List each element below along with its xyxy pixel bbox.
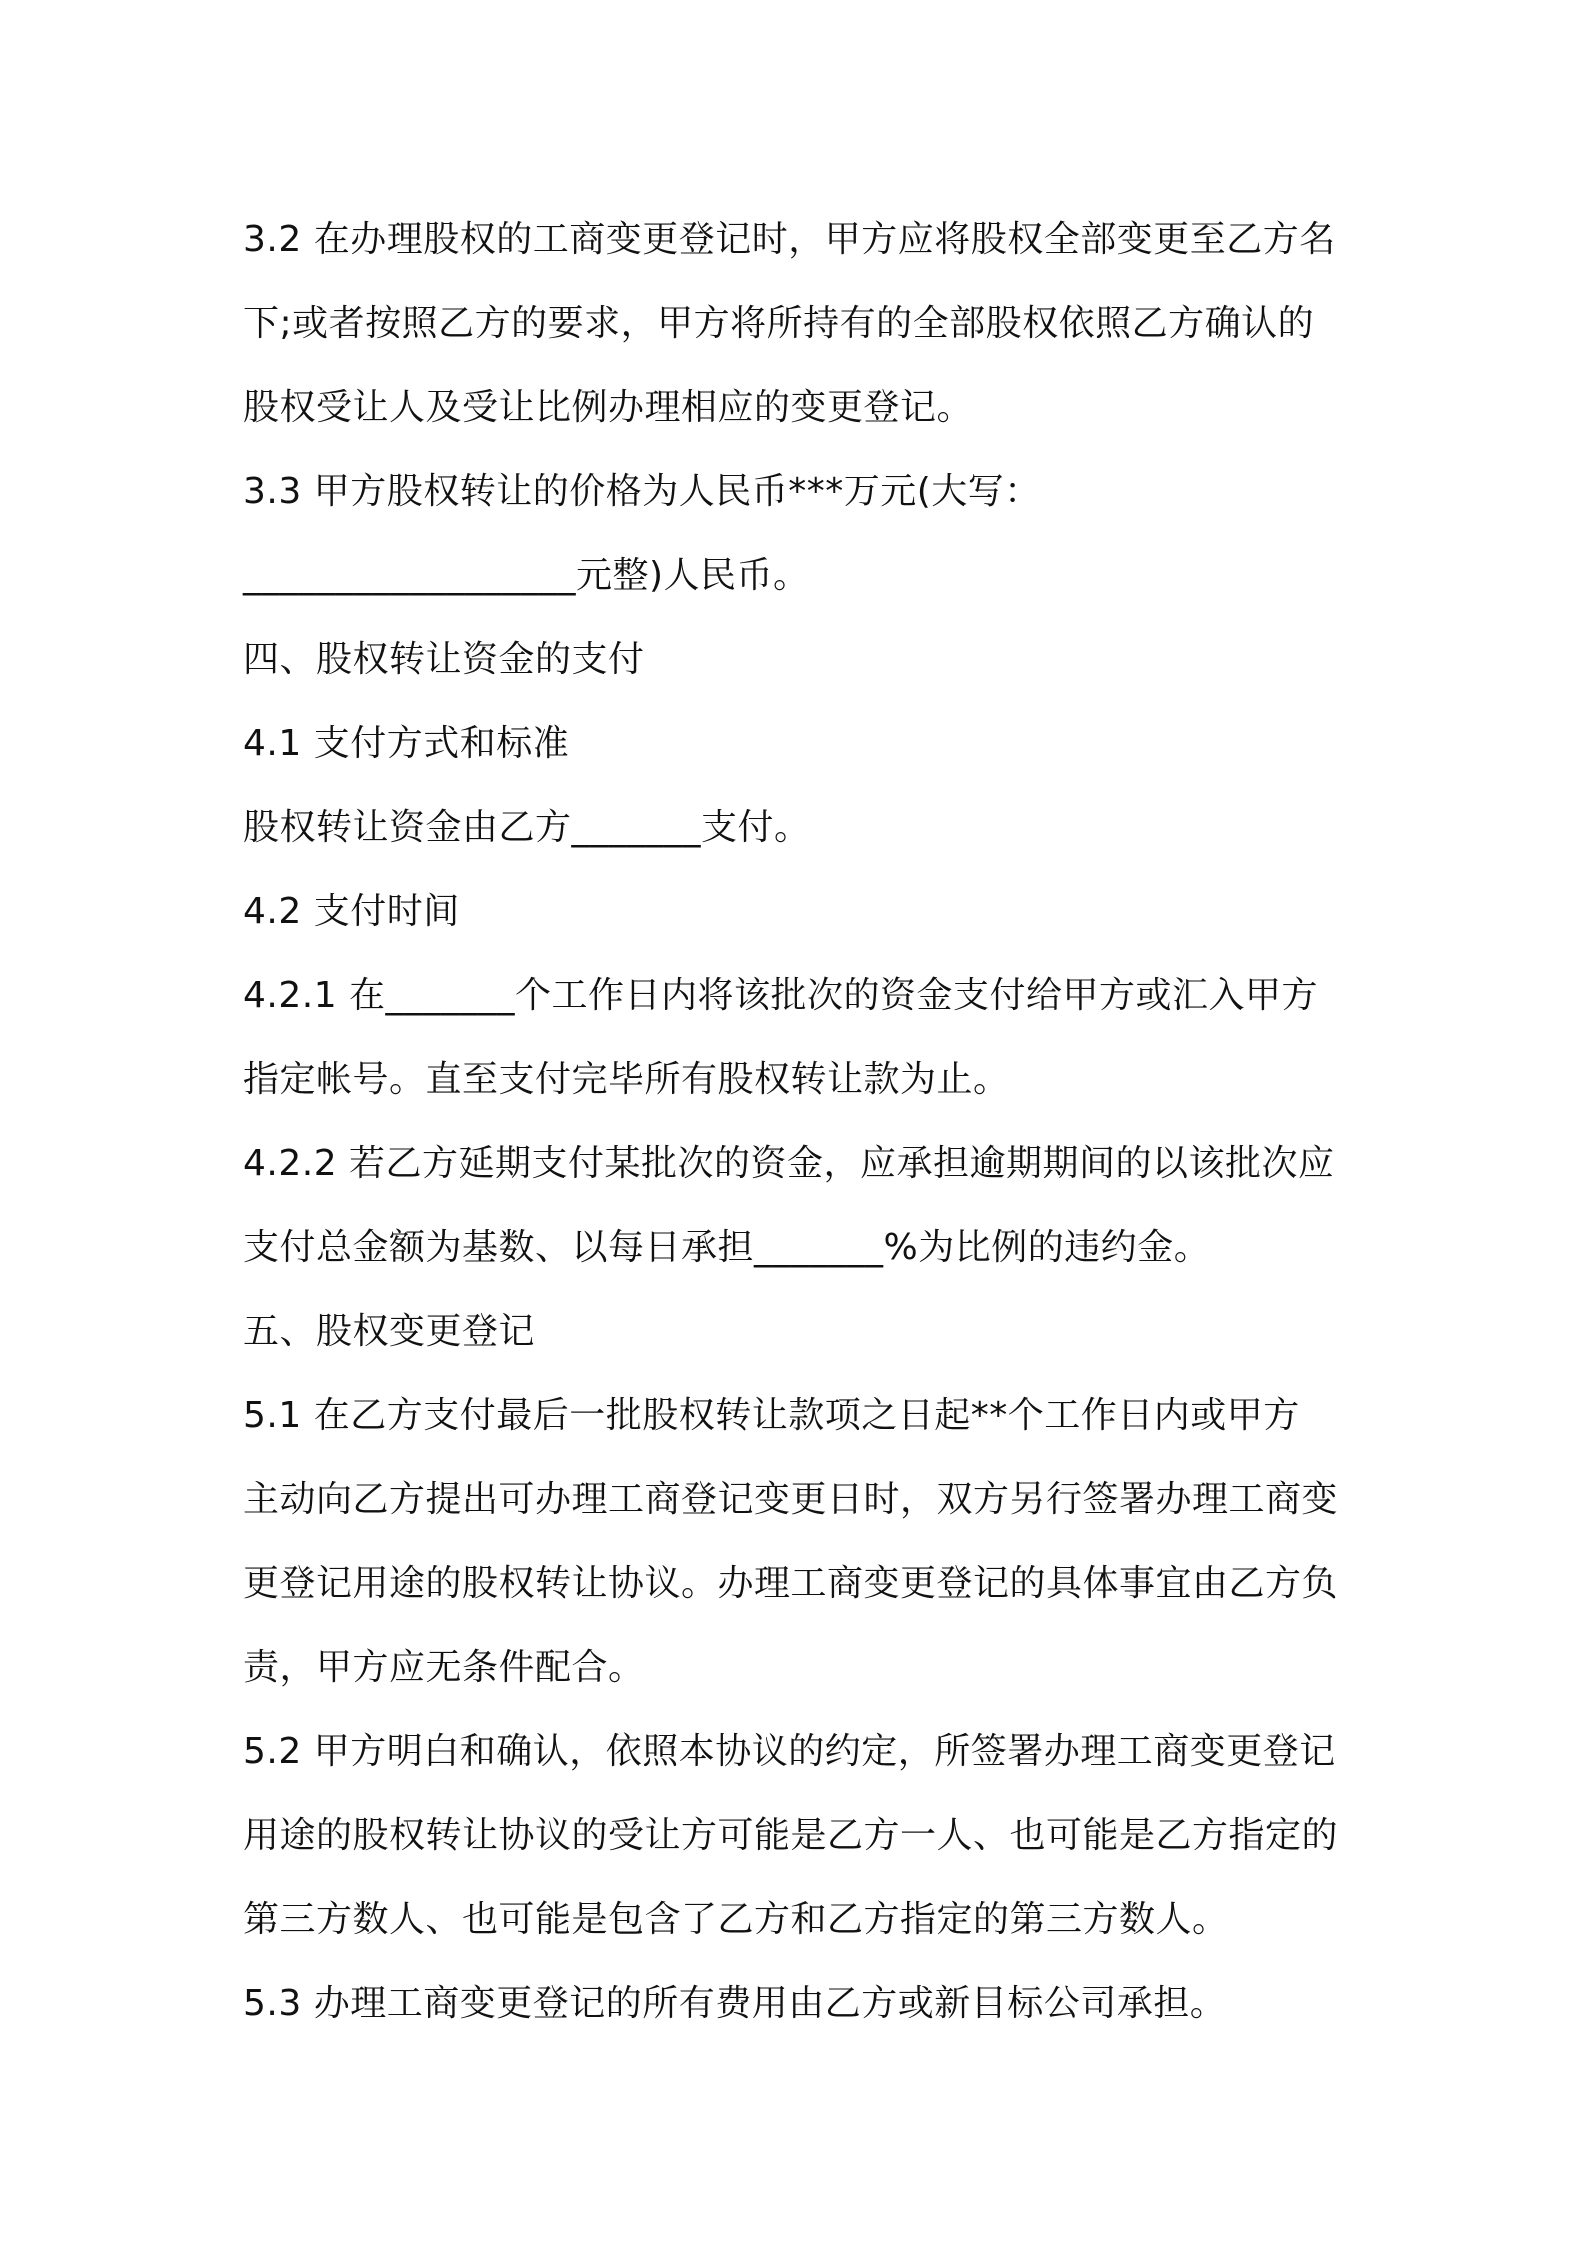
clause-5-2-line-3: 第三方数人、也可能是包含了乙方和乙方指定的第三方数人。 <box>243 1899 1229 1940</box>
document-body <box>243 198 1355 2046</box>
clause-3-3-line-1: 3.3 甲方股权转让的价格为人民币***万元(大写： <box>243 471 1041 512</box>
clause-4-2-1-line-2: 指定帐号。直至支付完毕所有股权转让款为止。 <box>243 1059 1010 1100</box>
clause-3-2-line-1: 3.2 在办理股权的工商变更登记时，甲方应将股权全部变更至乙方名 <box>243 219 1336 260</box>
clause-5-2-line-1: 5.2 甲方明白和确认，依照本协议的约定，所签署办理工商变更登记 <box>243 1731 1336 1772</box>
clause-3-2-line-3: 股权受让人及受让比例办理相应的变更登记。 <box>243 387 974 428</box>
clause-4-1-heading: 4.1 支付方式和标准 <box>243 723 570 764</box>
clause-5-1-line-3: 更登记用途的股权转让协议。办理工商变更登记的具体事宜由乙方负 <box>243 1563 1339 1604</box>
clause-4-1-text: 股权转让资金由乙方_______支付。 <box>243 807 811 848</box>
clause-3-3-line-2: __________________元整)人民币。 <box>243 555 810 596</box>
section-4-heading: 四、股权转让资金的支付 <box>243 639 645 680</box>
clause-5-1-line-2: 主动向乙方提出可办理工商登记变更日时，双方另行签署办理工商变 <box>243 1479 1339 1520</box>
clause-4-2-1-line-1: 4.2.1 在_______个工作日内将该批次的资金支付给甲方或汇入甲方 <box>243 975 1319 1016</box>
clause-4-2-heading: 4.2 支付时间 <box>243 891 460 932</box>
clause-4-2-2-line-2: 支付总金额为基数、以每日承担_______%为比例的违约金。 <box>243 1227 1211 1268</box>
clause-4-2-2-line-1: 4.2.2 若乙方延期支付某批次的资金，应承担逾期期间的以该批次应 <box>243 1143 1335 1184</box>
clause-5-3-line-1: 5.3 办理工商变更登记的所有费用由乙方或新目标公司承担。 <box>243 1983 1227 2024</box>
section-5-heading: 五、股权变更登记 <box>243 1311 536 1352</box>
clause-5-1-line-4: 责，甲方应无条件配合。 <box>243 1647 645 1688</box>
clause-3-2-line-2: 下;或者按照乙方的要求，甲方将所持有的全部股权依照乙方确认的 <box>243 303 1315 344</box>
clause-5-2-line-2: 用途的股权转让协议的受让方可能是乙方一人、也可能是乙方指定的 <box>243 1815 1339 1856</box>
clause-5-1-line-1: 5.1 在乙方支付最后一批股权转让款项之日起**个工作日内或甲方 <box>243 1395 1300 1436</box>
